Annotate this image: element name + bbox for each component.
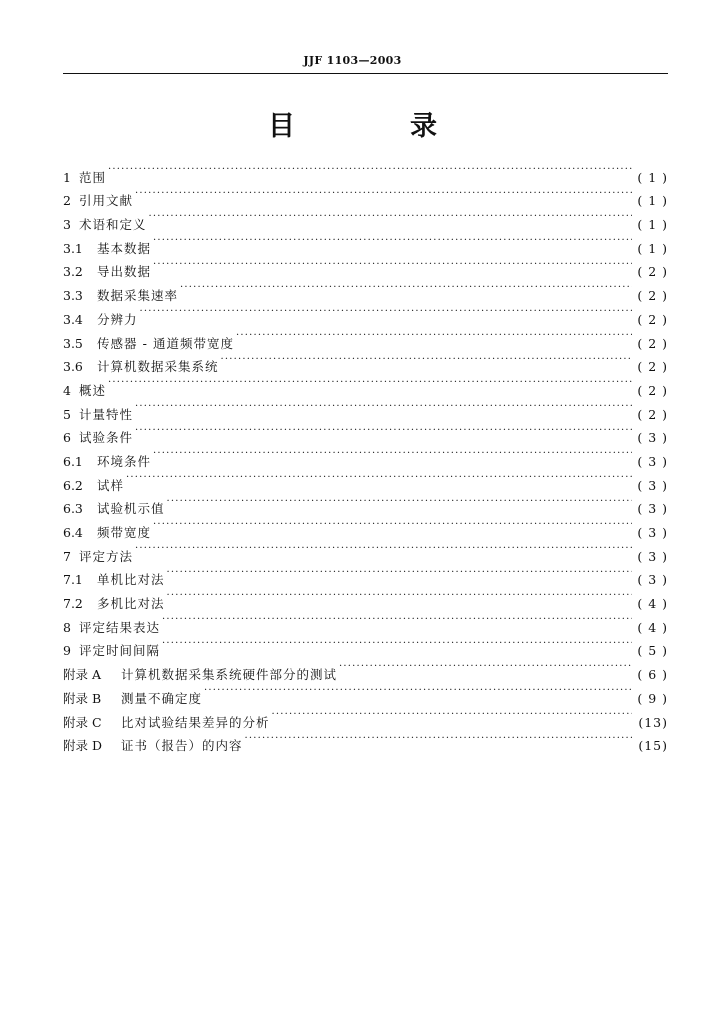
toc-entry-page: ( 2 ) bbox=[637, 311, 668, 327]
toc-dot-leader bbox=[153, 253, 632, 277]
toc-dot-leader bbox=[204, 679, 632, 703]
toc-entry-label: 评定结果表达 bbox=[79, 619, 161, 635]
toc-entry-page: ( 2 ) bbox=[637, 264, 668, 280]
toc-dot-leader bbox=[339, 655, 632, 679]
toc-entry-label: 基本数据 bbox=[97, 240, 152, 256]
toc-entry-number: 5 bbox=[63, 406, 71, 422]
toc-entry-label: 试验条件 bbox=[79, 430, 134, 446]
toc-dot-leader bbox=[149, 205, 632, 229]
toc-entry-number: 4 bbox=[63, 382, 71, 398]
toc-dot-leader bbox=[162, 608, 632, 632]
toc-dot-leader bbox=[135, 537, 632, 561]
toc-entry-number: 7.2 bbox=[63, 596, 83, 612]
toc-dot-leader bbox=[236, 324, 632, 348]
toc-dot-leader bbox=[180, 276, 632, 300]
toc-dot-leader bbox=[140, 300, 632, 324]
toc-entry-label: 导出数据 bbox=[97, 264, 152, 280]
toc-entry-page: ( 6 ) bbox=[637, 667, 668, 683]
toc-dot-leader bbox=[162, 632, 632, 656]
toc-entry-page: ( 3 ) bbox=[637, 453, 668, 469]
toc-entry-page: ( 2 ) bbox=[637, 406, 668, 422]
toc-entry[interactable] bbox=[63, 182, 668, 209]
toc-entry-label: 试样 bbox=[97, 477, 125, 493]
toc-entry-page: ( 5 ) bbox=[637, 643, 668, 659]
toc-dot-leader bbox=[108, 371, 632, 395]
toc-dot-leader bbox=[245, 727, 632, 751]
toc-entry-page: ( 2 ) bbox=[637, 335, 668, 351]
toc-entry[interactable] bbox=[63, 324, 668, 351]
toc-entry-number: 6.1 bbox=[63, 453, 83, 469]
toc-entry-page: ( 2 ) bbox=[637, 382, 668, 398]
toc-entry-label: 环境条件 bbox=[97, 453, 152, 469]
toc-entry[interactable] bbox=[63, 371, 668, 398]
toc-entry[interactable] bbox=[63, 490, 668, 517]
toc-entry[interactable] bbox=[63, 513, 668, 540]
toc-entry-page: ( 2 ) bbox=[637, 288, 668, 304]
toc-entry-label: 试验机示值 bbox=[97, 501, 165, 517]
toc-entry-number: 附录 D bbox=[63, 738, 102, 754]
page-title: 目 录 bbox=[268, 111, 481, 142]
toc-entry-label: 数据采集速率 bbox=[97, 288, 179, 304]
toc-dot-leader bbox=[167, 584, 632, 608]
toc-entry-page: ( 1 ) bbox=[637, 169, 668, 185]
toc-entry-number: 2 bbox=[63, 193, 71, 209]
toc-entry-label: 评定方法 bbox=[79, 548, 134, 564]
toc-entry-number: 附录 A bbox=[63, 667, 102, 683]
toc-entry-number: 3.2 bbox=[63, 264, 83, 280]
table-of-contents bbox=[63, 158, 668, 754]
toc-dot-leader bbox=[153, 513, 632, 537]
toc-entry-label: 测量不确定度 bbox=[121, 690, 203, 706]
toc-entry[interactable] bbox=[63, 253, 668, 280]
toc-entry-number: 6 bbox=[63, 430, 71, 446]
toc-entry-label: 引用文献 bbox=[79, 193, 134, 209]
toc-entry-page: ( 3 ) bbox=[637, 501, 668, 517]
header-rule bbox=[63, 73, 668, 74]
document-code: JJF 1103—2003 bbox=[303, 54, 402, 67]
toc-entry[interactable] bbox=[63, 158, 668, 185]
toc-entry-number: 3.6 bbox=[63, 359, 83, 375]
toc-entry-page: ( 3 ) bbox=[637, 548, 668, 564]
toc-entry[interactable] bbox=[63, 395, 668, 422]
toc-entry-label: 术语和定义 bbox=[79, 217, 147, 233]
toc-entry-label: 单机比对法 bbox=[97, 572, 165, 588]
toc-entry-number: 3 bbox=[63, 217, 71, 233]
toc-entry-number: 6.3 bbox=[63, 501, 83, 517]
toc-entry-label: 传感器 - 通道频带宽度 bbox=[97, 335, 234, 351]
toc-entry-page: ( 3 ) bbox=[637, 572, 668, 588]
toc-entry-page: ( 4 ) bbox=[637, 619, 668, 635]
toc-entry-page: ( 3 ) bbox=[637, 525, 668, 540]
toc-entry-page: (13) bbox=[638, 714, 668, 730]
toc-entry-label: 范围 bbox=[79, 169, 107, 185]
toc-dot-leader bbox=[221, 348, 632, 372]
toc-entry-number: 9 bbox=[63, 643, 71, 659]
toc-entry-page: ( 2 ) bbox=[637, 359, 668, 375]
toc-entry-page: ( 9 ) bbox=[637, 690, 668, 706]
toc-entry[interactable] bbox=[63, 537, 668, 564]
toc-entry[interactable] bbox=[63, 419, 668, 446]
toc-entry-page: ( 3 ) bbox=[637, 477, 668, 493]
toc-dot-leader bbox=[135, 395, 632, 419]
toc-entry[interactable] bbox=[63, 205, 668, 233]
toc-entry[interactable] bbox=[63, 300, 668, 327]
toc-entry-label: 比对试验结果差异的分析 bbox=[121, 714, 270, 730]
toc-entry-label: 多机比对法 bbox=[97, 596, 165, 612]
toc-entry-label: 证书（报告）的内容 bbox=[121, 738, 243, 754]
toc-entry[interactable] bbox=[63, 561, 668, 588]
toc-entry-label: 概述 bbox=[79, 382, 107, 398]
toc-entry-number: 3.1 bbox=[63, 240, 83, 256]
toc-dot-leader bbox=[135, 419, 632, 443]
toc-entry-number: 7 bbox=[63, 548, 71, 564]
toc-entry-number: 附录 C bbox=[63, 714, 102, 730]
toc-entry-label: 计算机数据采集系统硬件部分的测试 bbox=[121, 667, 338, 683]
toc-entry-label: 计算机数据采集系统 bbox=[97, 359, 219, 375]
toc-dot-leader bbox=[167, 561, 632, 585]
toc-entry-page: ( 3 ) bbox=[637, 430, 668, 446]
toc-entry-number: 1 bbox=[63, 169, 71, 185]
toc-dot-leader bbox=[153, 229, 632, 253]
toc-entry-number: 3.5 bbox=[63, 335, 83, 351]
toc-dot-leader bbox=[135, 182, 632, 206]
toc-entry[interactable] bbox=[63, 466, 668, 493]
toc-entry-number: 3.4 bbox=[63, 311, 83, 327]
toc-entry-label: 频带宽度 bbox=[97, 525, 152, 540]
toc-entry-page: ( 4 ) bbox=[637, 596, 668, 612]
toc-entry[interactable] bbox=[63, 229, 668, 256]
toc-entry-number: 6.4 bbox=[63, 525, 83, 540]
toc-entry-number: 3.3 bbox=[63, 288, 83, 304]
toc-dot-leader bbox=[126, 466, 632, 490]
toc-entry-page: (15) bbox=[638, 738, 668, 754]
toc-entry-label: 计量特性 bbox=[79, 406, 134, 422]
toc-entry-page: ( 1 ) bbox=[637, 193, 668, 209]
toc-entry-label: 评定时间间隔 bbox=[79, 643, 161, 659]
toc-entry-number: 附录 B bbox=[63, 690, 102, 706]
toc-entry-page: ( 1 ) bbox=[637, 240, 668, 256]
toc-dot-leader bbox=[153, 442, 632, 466]
toc-dot-leader bbox=[108, 158, 632, 182]
toc-dot-leader bbox=[167, 490, 632, 514]
toc-entry[interactable] bbox=[63, 276, 668, 304]
toc-entry-number: 8 bbox=[63, 619, 71, 635]
toc-entry-number: 7.1 bbox=[63, 572, 83, 588]
toc-entry[interactable] bbox=[63, 442, 668, 469]
toc-entry-label: 分辨力 bbox=[97, 311, 138, 327]
toc-dot-leader bbox=[272, 703, 632, 727]
toc-entry-number: 6.2 bbox=[63, 477, 83, 493]
toc-entry-page: ( 1 ) bbox=[637, 217, 668, 233]
